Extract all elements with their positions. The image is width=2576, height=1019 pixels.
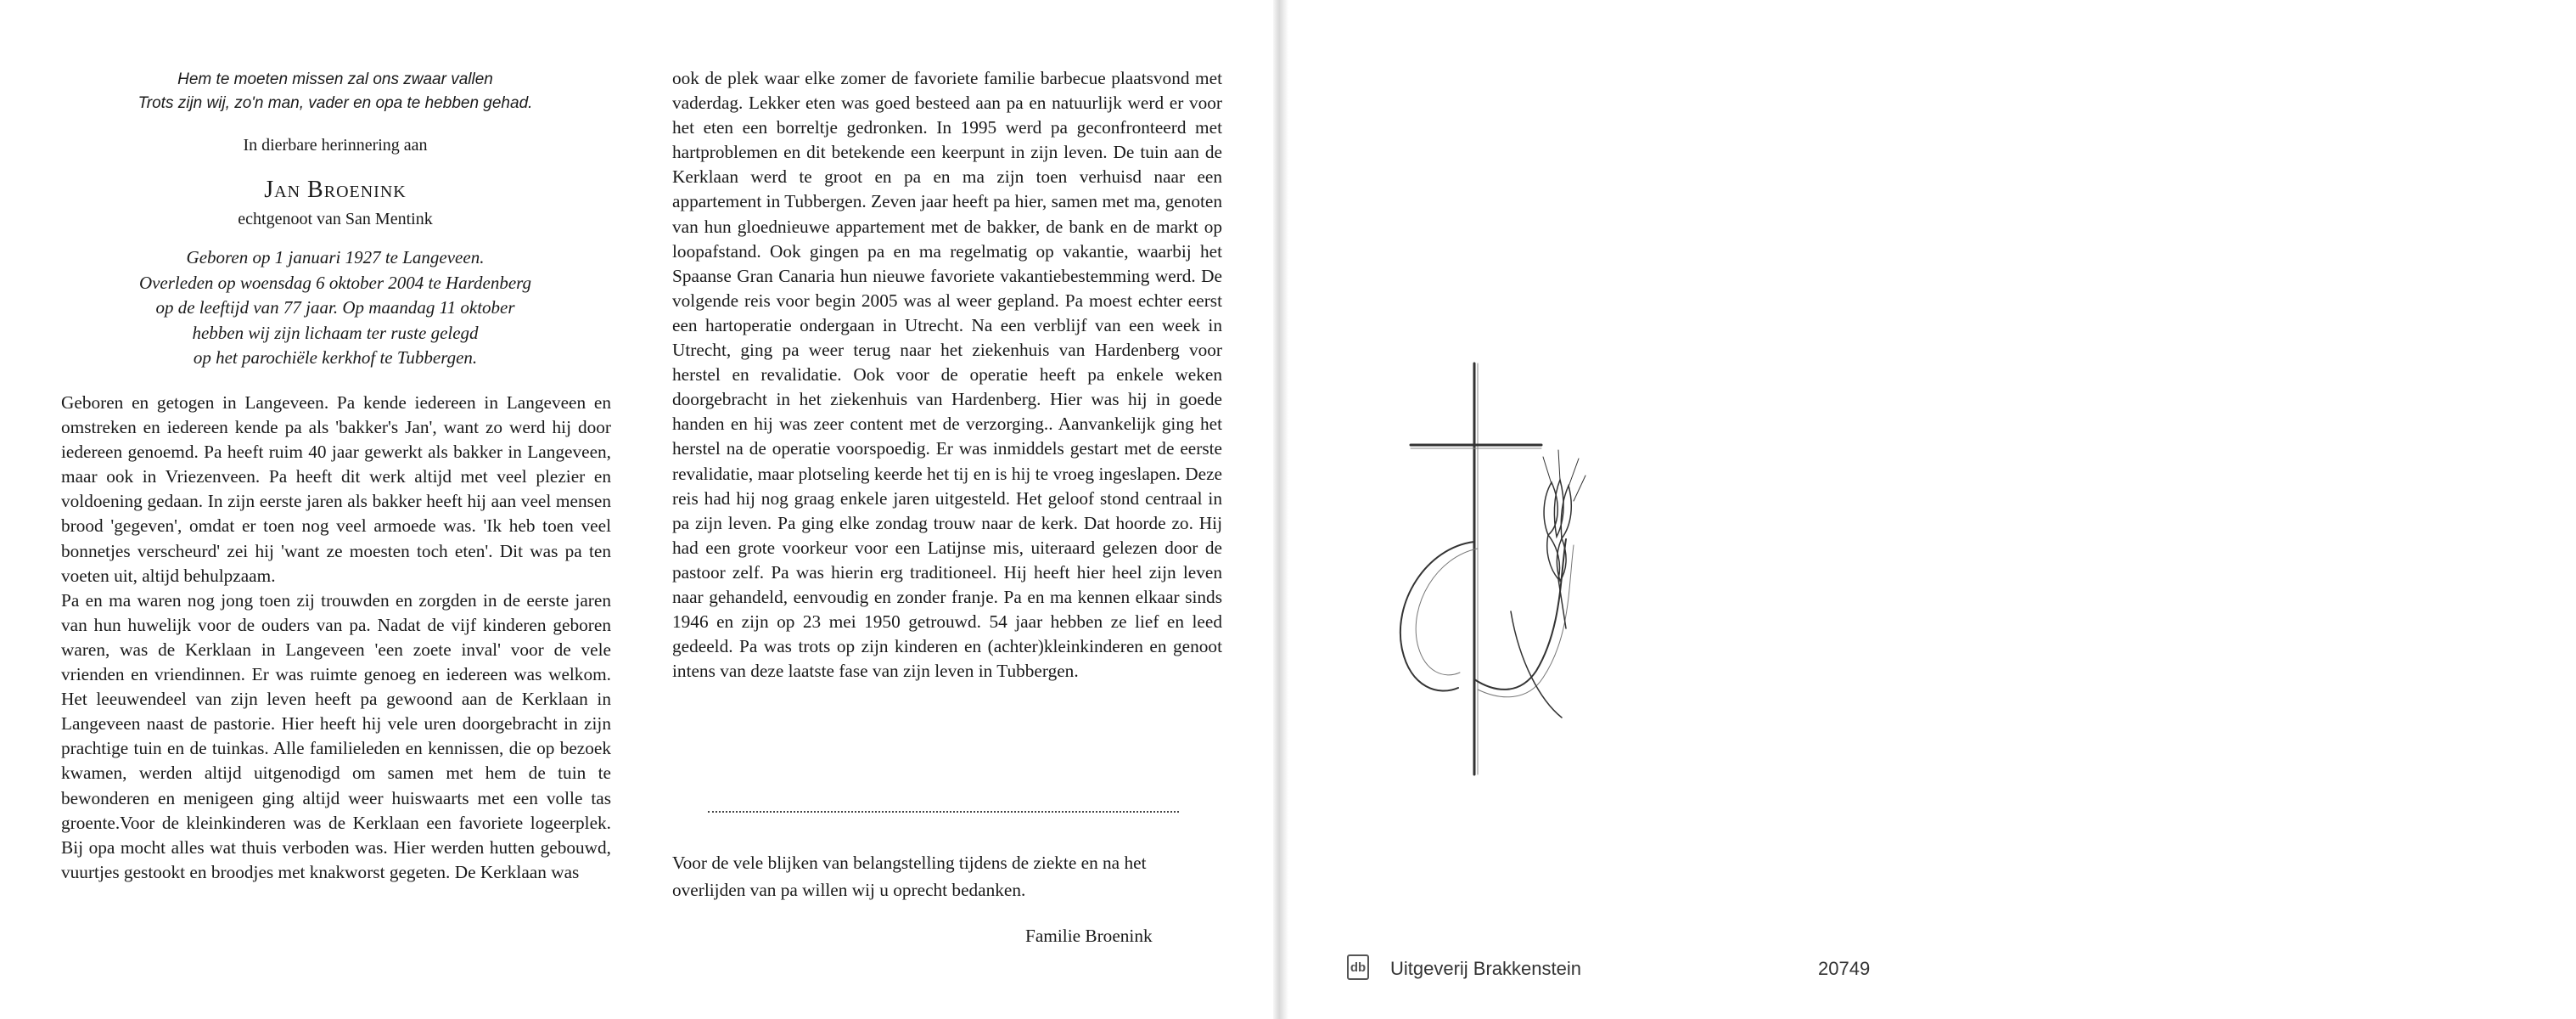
fact-line: Geboren op 1 januari 1927 te Langeveen.: [186, 247, 485, 267]
biography-column-1: [61, 391, 611, 885]
biography-column-2: [672, 66, 1222, 684]
motto-line: Trots zijn wij, zo'n man, vader en opa te hebben gehad.: [137, 94, 533, 112]
left-page: [0, 0, 1273, 1019]
cross-with-wheat-icon: [1392, 357, 1613, 781]
card-number: 20749: [1818, 958, 1871, 979]
motto: [93, 68, 577, 115]
fact-line: Overleden op woensdag 6 oktober 2004 te Hardenberg: [138, 272, 532, 293]
signature: Familie Broenink: [1025, 926, 1153, 946]
fact-line: op de leeftijd van 77 jaar. Op maandag 11 oktober: [155, 297, 515, 318]
paragraph: ook de plek waar elke zomer de favoriete familie barbecue plaatsvond met vaderdag. Lekker eten was goed besteed aan pa en natuurlijk werd er voor het eten een borreltje gedronken. In 1995 werd pa geconfronteerd met hartproblemen en dit betekende een keerpunt in zijn leven. De tuin aan de Kerklaan werd te groot en pa en ma zijn toen verhuisd naar een appartement in Tubbergen. Zeven jaar heeft pa hier, samen met ma, genoten van hun gloednieuwe appartement met de bakker, de bank en de markt op loopafstand. Ook gingen pa en ma regelmatig op vakantie, waarbij het Spaanse Gran Canaria hun nieuwe favoriete vakantiebestemming werd. De volgende reis voor begin 2005 was al weer gepland. Pa moest echter eerst een hartoperatie ondergaan in Utrecht. Na een verblijf van een week in Utrecht, ging pa weer terug naar het ziekenhuis van Hardenberg voor herstel en revalidatie. Ook voor de operatie heeft pa enkele weken doorgebracht in het ziekenhuis van Hardenberg. Hier was hij in goede handen en hij was zeer content met de verzorging.. Aanvankelijk ging het herstel na de operatie voorspoedig. Er was inmiddels gestart met de eerste revalidatie, maar plotseling keerde het tij en is hij te vroeg ingeslapen. Deze reis had hij nog graag enkele jaren uitgesteld. Het geloof stond centraal in pa zijn leven. Pa ging elke zondag trouw naar de kerk. Dat hoorde zo. Hij had een grote voorkeur voor een Latijnse mis, uiteraard gelezen door de pastoor zelf. Pa was hierin erg traditioneel. Hij heeft hier heel zijn leven naar gehandeld, eenvoudig en zonder franje. Pa en ma kennen elkaar sinds 1946 en zijn op 23 mei 1950 getrouwd. 54 jaar hebben ze lief en leed gedeeld. Pa was trots op zijn kinderen en (achter)kleinkinderen en genoot intens van deze laatste fase van zijn leven in Tubbergen.: [672, 68, 1222, 682]
paragraph: Geboren en getogen in Langeveen. Pa kende iedereen in Langeveen en omstreken en iedereen kende pa als 'bakker's Jan', want zo werd hij door iedereen genoemd. Pa heeft ruim 40 jaar gewerkt als bakker in Langeveen, maar ook in Vriezenveen. Pa heeft dit werk altijd met veel plezier en voldoening gedaan. In zijn eerste jaren als bakker heeft hij aan veel mensen brood 'gegeven', omdat er toen nog veel armoede was. 'Ik heb toen veel bonnetjes verscheurd' zei hij 'want ze moesten toch eten'. Dit was pa ten voeten uit, altijd behulpzaam.: [61, 392, 611, 586]
spouse-text: echtgenoot van San Mentink: [238, 210, 433, 228]
publisher-name: Uitgeverij Brakkenstein: [1390, 958, 1581, 979]
paragraph: Pa en ma waren nog jong toen zij trouwden en zorgden in de eerste jaren van hun huwelijk voor de ouders van pa. Nadat de vijf kinderen geboren waren, was de Kerklaan in Langeveen 'een zoete inval' voor de vele vrienden en vriendinnen. Er was ruimte genoeg en iedereen was welkom. Het leeuwendeel van zijn leven heeft pa gewoond aan de Kerklaan in Langeveen naast de pastorie. Hier heeft hij vele uren doorgebracht in zijn prachtige tuin en de tuinkas. Alle familieleden en kennissen, die op bezoek kwamen, werden altijd uitgenodigd om samen met hem de tuin te bewonderen en menigeen ging altijd weer huiswaarts met een volle tas groente.Voor de kleinkinderen was de Kerklaan een favoriete logeerplek. Bij opa mocht alles wat thuis verboden was. Hier werden hutten gebouwd, vuurtjes gestookt en broodjes met knakworst gegeten. De Kerklaan was: [61, 589, 611, 882]
dotted-divider: [708, 811, 1179, 813]
life-facts: [93, 245, 577, 371]
motto-line: Hem te moeten missen zal ons zwaar vallen: [177, 70, 493, 88]
fact-line: op het parochiële kerkhof te Tubbergen.: [193, 347, 478, 368]
card-fold: [1273, 0, 1288, 1019]
intro-text: In dierbare herinnering aan: [243, 136, 428, 155]
publisher-logo: db: [1347, 954, 1369, 980]
thanks-text: Voor de vele blijken van belangstelling tijdens de ziekte en na het overlijden van pa willen wij u oprecht bedanken.: [672, 853, 1147, 900]
fact-line: hebben wij zijn lichaam ter ruste gelegd: [192, 322, 479, 343]
deceased-name: Jan Broenink: [264, 177, 407, 203]
